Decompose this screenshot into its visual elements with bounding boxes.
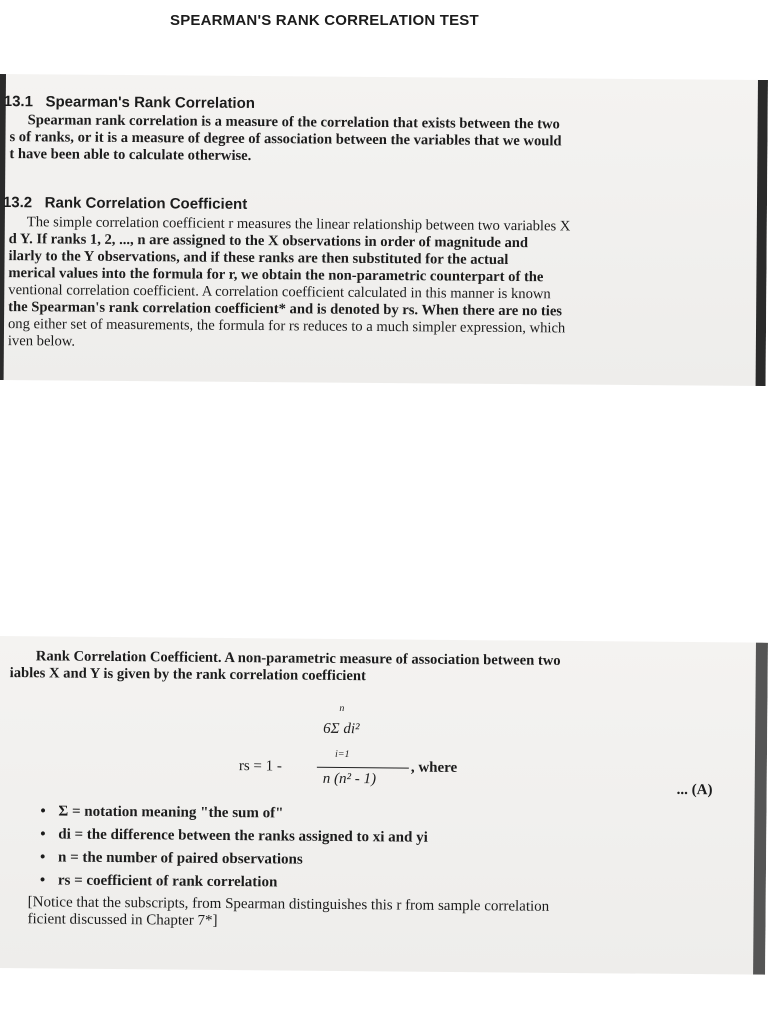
sum-upper-limit: n: [339, 702, 345, 715]
section-number: 13.2: [2, 194, 33, 212]
text-line: s of ranks, or it is a measure of degree of association between the variables that we would: [9, 129, 562, 150]
text-line: the Spearman's rank correlation coefficient* and is denoted by rs. When there are no ties: [8, 299, 563, 320]
section-title: Rank Correlation Coefficient: [44, 194, 248, 213]
page-excerpt-bottom: [0, 636, 768, 975]
bullet-icon: •: [39, 872, 46, 889]
list-item: [40, 846, 428, 872]
list-item: [40, 869, 428, 895]
text-line: ventional correlation coefficient. A correlation coefficient calculated in this manner is known: [8, 282, 551, 303]
scan-edge-right: [753, 643, 768, 975]
list-item-text: di = the difference between the ranks assigned to xi and yi: [58, 826, 428, 846]
text-line: The simple correlation coefficient r measures the linear relationship between two variables X: [26, 214, 571, 235]
scan-edge-left: [0, 74, 6, 380]
equation-tag: ... (A): [676, 781, 713, 799]
page-excerpt-top: [0, 74, 768, 386]
text-line: merical values into the formula for r, we obtain the non-parametric counterpart of the: [8, 265, 544, 286]
text-line: iven below.: [7, 333, 76, 350]
sum-lower-limit: i=1: [334, 748, 350, 761]
text-line: ficient discussed in Chapter 7*]: [27, 911, 218, 929]
section-heading-13-2: [3, 194, 247, 213]
scan-edge-right: [756, 80, 768, 386]
list-item-text: n = the number of paired observations: [57, 849, 303, 868]
definition-list: [40, 800, 428, 895]
fraction-bar: [317, 767, 409, 769]
text-line: Rank Correlation Coefficient. A non-parametric measure of association between two: [35, 648, 561, 669]
page-title: SPEARMAN'S RANK CORRELATION TEST: [170, 12, 479, 29]
text-line: iables X and Y is given by the rank correlation coefficient: [9, 665, 366, 685]
section-body-13-2: [8, 214, 571, 354]
section-number: 13.1: [3, 93, 34, 111]
formula-where: , where: [410, 759, 458, 776]
bullet-icon: •: [40, 826, 46, 843]
footnote-note: [27, 894, 549, 933]
formula-denominator: n (n² - 1): [322, 770, 377, 788]
text-line: Spearman rank correlation is a measure of the correlation that exists between the two: [27, 112, 560, 133]
section-heading-13-1: [4, 93, 255, 112]
formula-numerator: 6Σ di²: [323, 720, 360, 738]
text-line: ilarly to the Y observations, and if these ranks are then substituted for the actual: [8, 248, 509, 268]
list-item-text: Σ = notation meaning "the sum of": [58, 803, 284, 822]
text-line: ong either set of measurements, the formula for rs reduces to a much simpler expression, which: [7, 316, 566, 337]
formula-lhs: rs = 1 -: [238, 758, 282, 775]
list-item-text: rs = coefficient of rank correlation: [57, 872, 278, 891]
definition-intro: [10, 648, 561, 687]
text-line: [Notice that the subscripts, from Spearman distinguishes this r from sample correlation: [27, 894, 550, 915]
text-line: t have been able to calculate otherwise.: [9, 146, 252, 164]
bullet-icon: •: [40, 849, 46, 866]
bullet-icon: •: [40, 803, 46, 820]
section-title: Spearman's Rank Correlation: [45, 93, 256, 113]
spearman-formula: [239, 700, 490, 802]
list-item: [40, 800, 428, 826]
text-line: d Y. If ranks 1, 2, ..., n are assigned to the X observations in order of magnitude and: [8, 231, 529, 252]
section-body-13-1: [9, 112, 561, 167]
list-item: [40, 823, 428, 849]
